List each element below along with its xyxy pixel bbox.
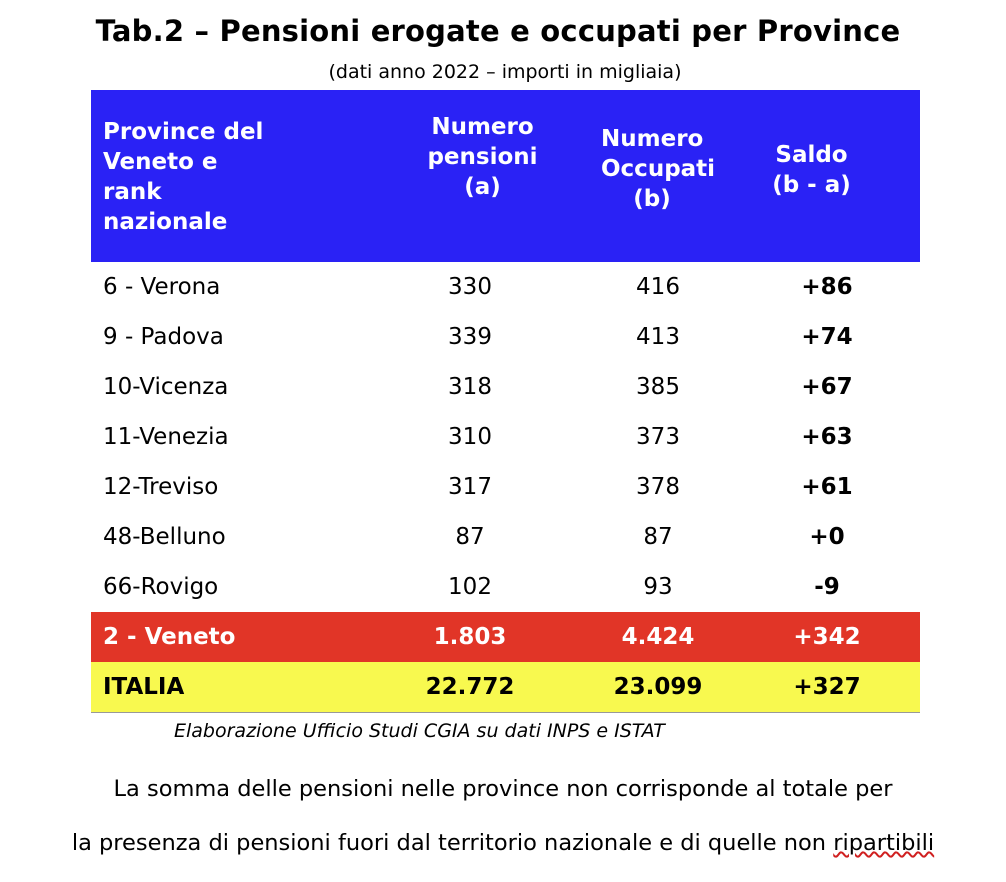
source-note: Elaborazione Ufficio Studi CGIA su dati INPS e ISTAT [174, 720, 665, 742]
table-header-row [91, 90, 920, 262]
cell-province: ITALIA [103, 674, 185, 700]
cell-province: 6 - Verona [103, 274, 221, 300]
header-line: Province del [103, 119, 264, 145]
table-row [91, 462, 920, 512]
header-line: Occupati [601, 156, 716, 182]
cell-balance: +327 [793, 674, 861, 700]
header-line: (b - a) [772, 172, 851, 198]
cell-province: 10-Vicenza [103, 374, 229, 400]
table-row [91, 312, 920, 362]
header-employed [601, 124, 716, 214]
cell-employed: 87 [643, 524, 673, 550]
header-pensions [366, 112, 599, 202]
cell-province: 11-Venezia [103, 424, 229, 450]
header-balance [703, 140, 920, 200]
cell-employed: 373 [636, 424, 680, 450]
cell-pensions: 87 [455, 524, 485, 550]
spellcheck-flagged-word[interactable]: ripartibili [833, 830, 935, 856]
cell-pensions: 318 [448, 374, 492, 400]
cell-pensions: 330 [448, 274, 492, 300]
cell-province: 66-Rovigo [103, 574, 219, 600]
footnote-text: la presenza di pensioni fuori dal territorio nazionale e di quelle non [71, 830, 834, 856]
cell-pensions: 102 [448, 574, 492, 600]
cell-balance: +74 [801, 324, 853, 350]
cell-balance: +63 [801, 424, 853, 450]
cell-balance: +61 [801, 474, 853, 500]
header-province [91, 90, 366, 237]
header-line: rank [103, 179, 162, 205]
cell-employed: 4.424 [621, 624, 695, 650]
cell-province: 9 - Padova [103, 324, 224, 350]
cell-employed: 385 [636, 374, 680, 400]
header-line: (b) [633, 186, 671, 212]
table-row [91, 362, 920, 412]
cell-pensions: 22.772 [425, 674, 515, 700]
cell-employed: 413 [636, 324, 680, 350]
cell-pensions: 317 [448, 474, 492, 500]
cell-employed: 416 [636, 274, 680, 300]
footnote-line-1: La somma delle pensioni nelle province non corrisponde al totale per [113, 776, 893, 802]
cell-balance: +67 [801, 374, 853, 400]
header-line: Veneto e [103, 149, 218, 175]
cell-balance: +342 [793, 624, 861, 650]
cell-pensions: 339 [448, 324, 492, 350]
cell-province: 2 - Veneto [103, 624, 236, 650]
table-row [91, 412, 920, 462]
cell-balance: +0 [809, 524, 845, 550]
header-line: Numero [431, 114, 534, 140]
cell-province: 12-Treviso [103, 474, 219, 500]
table-row [91, 512, 920, 562]
table-subtitle: (dati anno 2022 – importi in migliaia) [328, 61, 682, 83]
header-line: Numero [601, 126, 704, 152]
cell-employed: 23.099 [613, 674, 703, 700]
table-row [91, 562, 920, 612]
cell-employed: 378 [636, 474, 680, 500]
table-row [91, 262, 920, 312]
header-line: (a) [464, 174, 501, 200]
header-line: nazionale [103, 209, 228, 235]
cell-province: 48-Belluno [103, 524, 226, 550]
pension-table [91, 90, 920, 713]
country-total-row [91, 662, 920, 713]
cell-employed: 93 [643, 574, 673, 600]
header-line: pensioni [427, 144, 538, 170]
table-title: Tab.2 – Pensioni erogate e occupati per Province [95, 14, 901, 48]
cell-pensions: 1.803 [433, 624, 507, 650]
cell-balance: +86 [801, 274, 853, 300]
cell-pensions: 310 [448, 424, 492, 450]
cell-balance: -9 [814, 574, 840, 600]
header-line: Saldo [775, 142, 848, 168]
region-total-row [91, 612, 920, 662]
footnote-line-2 [0, 830, 1006, 856]
